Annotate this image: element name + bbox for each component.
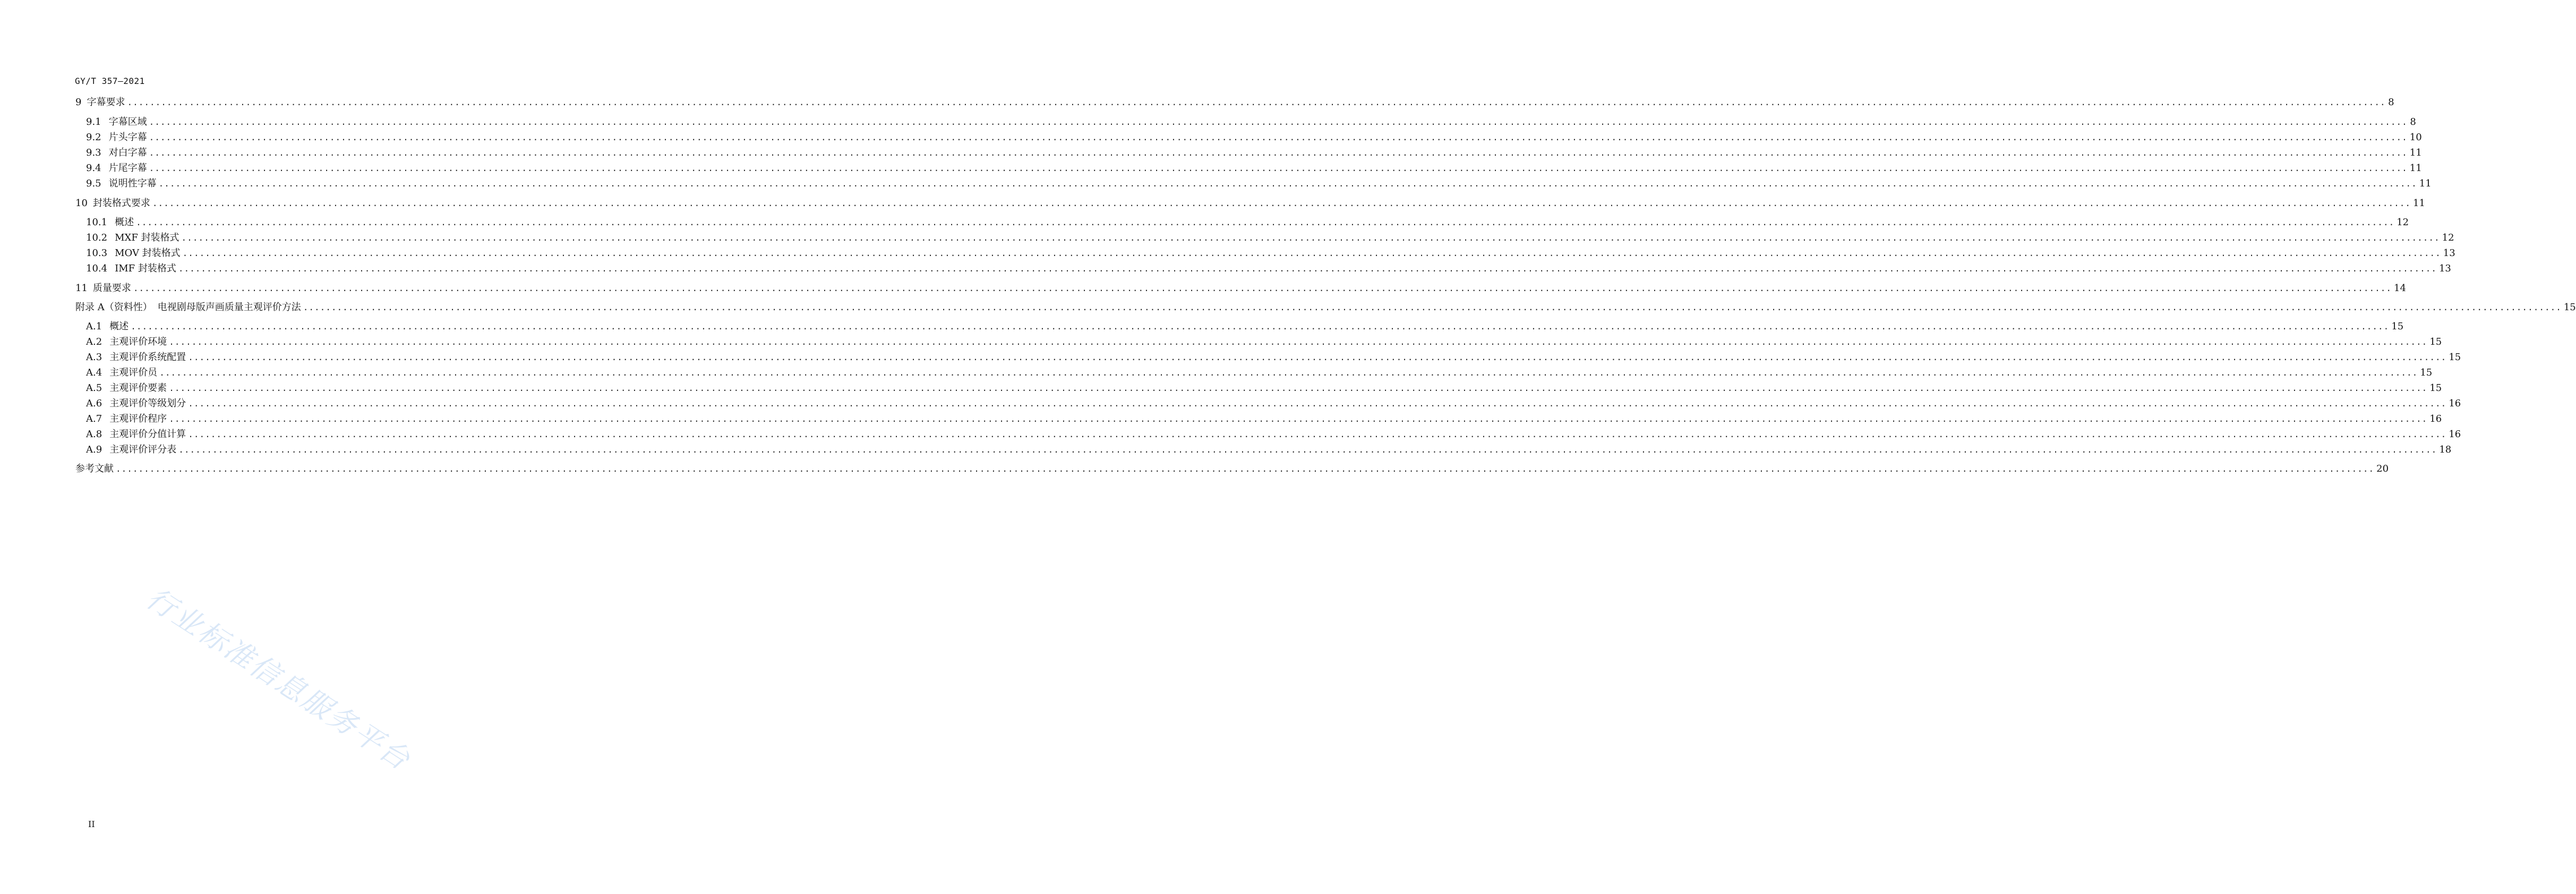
toc-entry[interactable]	[0, 367, 2433, 379]
toc-entry-number: A.9	[86, 444, 102, 455]
toc-entry-number: A.8	[86, 429, 102, 440]
toc-entry-page: 16	[2449, 398, 2461, 409]
toc-entry-title: 说明性字幕	[108, 178, 157, 189]
toc-entry-row	[86, 336, 2442, 348]
toc-entry[interactable]	[0, 336, 2442, 348]
toc-entry-number: 9.2	[86, 132, 101, 143]
toc-leader-dots: ................................................................................................................................................................................................................................................................................................................................................................................................................	[149, 117, 2408, 127]
toc-entry-title: 主观评价系统配置	[109, 352, 186, 363]
toc-entry-number: A.3	[86, 352, 102, 363]
toc-entry-title: 质量要求	[92, 283, 131, 294]
toc-entry-page: 15	[2391, 321, 2404, 332]
toc-entry-number: A.7	[86, 413, 102, 424]
toc-entry-number: 10.4	[86, 263, 108, 274]
toc-entry-row	[86, 413, 2442, 425]
toc-entry-number: A.5	[86, 382, 102, 394]
toc-entry[interactable]	[0, 197, 2425, 210]
toc-entry[interactable]	[0, 463, 2389, 475]
toc-entry-title: 电视剧母版声画质量主观评价方法	[157, 302, 301, 313]
toc-entry-row	[86, 397, 2461, 410]
toc-entry[interactable]	[0, 162, 2422, 175]
toc-entry-title: 主观评价环境	[109, 336, 167, 347]
toc-entry-page: 13	[2438, 263, 2451, 274]
toc-leader-dots: ................................................................................................................................................................................................................................................................................................................................................................................................................	[169, 414, 2428, 424]
toc-leader-dots: ................................................................................................................................................................................................................................................................................................................................................................................................................	[182, 248, 2441, 258]
toc-entry[interactable]	[0, 177, 2432, 190]
toc-entry-title: 主观评价评分表	[109, 444, 177, 455]
toc-entry[interactable]	[0, 301, 2576, 314]
toc-leader-dots: ................................................................................................................................................................................................................................................................................................................................................................................................................	[159, 368, 2418, 378]
toc-entry-page: 13	[2443, 248, 2455, 259]
toc-entry-number: A.2	[86, 336, 102, 347]
page-number: II	[88, 819, 95, 829]
toc-entry-page: 11	[2409, 163, 2422, 174]
toc-leader-dots: ................................................................................................................................................................................................................................................................................................................................................................................................................	[149, 148, 2408, 158]
document-id: GY/T 357—2021	[75, 76, 145, 86]
toc-entry-number: 9.4	[86, 163, 101, 174]
toc-entry[interactable]	[0, 428, 2461, 441]
toc-leader-dots: ................................................................................................................................................................................................................................................................................................................................................................................................................	[127, 97, 2386, 107]
toc-entry-page: 12	[2397, 217, 2409, 228]
toc-leader-dots: ................................................................................................................................................................................................................................................................................................................................................................................................................	[152, 198, 2411, 208]
watermark: 行业标准信息服务平台	[140, 581, 417, 777]
toc-leader-dots: ................................................................................................................................................................................................................................................................................................................................................................................................................	[178, 445, 2437, 455]
toc-entry-page: 18	[2439, 444, 2452, 455]
toc-entry-title: 主观评价等级划分	[109, 398, 186, 409]
toc-entry-number: 10	[75, 198, 88, 209]
toc-entry-row	[86, 351, 2461, 364]
toc-entry[interactable]	[0, 147, 2422, 159]
toc-entry-row	[86, 162, 2422, 175]
toc-entry-page: 10	[2409, 132, 2422, 143]
toc-entry-title: 主观评价分值计算	[109, 429, 186, 440]
toc-leader-dots: ................................................................................................................................................................................................................................................................................................................................................................................................................	[188, 398, 2447, 408]
toc-entry-title: 字幕区域	[108, 116, 147, 127]
toc-entry[interactable]	[0, 262, 2451, 275]
toc-entry-title: 片头字幕	[108, 132, 147, 143]
toc-leader-dots: ................................................................................................................................................................................................................................................................................................................................................................................................................	[149, 132, 2408, 142]
toc-entry-page: 11	[2413, 198, 2425, 209]
toc-entry-number: 9	[75, 97, 82, 108]
toc-entry[interactable]	[0, 351, 2461, 364]
toc-entry-number: 9.3	[86, 147, 101, 158]
toc-entry-page: 8	[2410, 116, 2416, 127]
toc-entry-page: 12	[2442, 232, 2454, 243]
toc-leader-dots: ................................................................................................................................................................................................................................................................................................................................................................................................................	[149, 163, 2408, 173]
toc-leader-dots: ................................................................................................................................................................................................................................................................................................................................................................................................................	[188, 429, 2447, 439]
toc-entry-page: 16	[2429, 413, 2442, 424]
toc-entry-title: 主观评价员	[109, 367, 158, 378]
toc-entry-number: 9.1	[86, 116, 101, 127]
toc-entry-title: 概述	[115, 217, 134, 228]
toc-entry-row	[75, 197, 2425, 210]
toc-leader-dots: ................................................................................................................................................................................................................................................................................................................................................................................................................	[116, 464, 2375, 474]
toc-leader-dots: ................................................................................................................................................................................................................................................................................................................................................................................................................	[158, 178, 2417, 189]
toc-entry-row	[86, 320, 2404, 333]
toc-entry[interactable]	[0, 96, 2394, 109]
toc-entry[interactable]	[0, 397, 2461, 410]
toc-entry-title: MOV 封装格式	[115, 248, 181, 259]
toc-entry-row	[86, 382, 2442, 395]
toc-entry-row	[75, 301, 2576, 314]
toc-entry-row	[86, 147, 2422, 159]
toc-entry-title: 片尾字幕	[108, 163, 147, 174]
toc-entry[interactable]	[0, 247, 2455, 260]
toc-entry-row	[86, 216, 2409, 229]
toc-leader-dots: ................................................................................................................................................................................................................................................................................................................................................................................................................	[169, 383, 2428, 393]
toc-entry-page: 15	[2449, 352, 2461, 363]
toc-entry[interactable]	[0, 282, 2406, 295]
toc-entry-row	[75, 463, 2389, 475]
toc-leader-dots: ................................................................................................................................................................................................................................................................................................................................................................................................................	[133, 283, 2392, 293]
toc-entry-number: 10.3	[86, 248, 108, 259]
toc-entry-row	[86, 367, 2433, 379]
toc-entry[interactable]	[0, 216, 2409, 229]
toc-entry-row	[86, 232, 2454, 244]
toc-entry-number: A.4	[86, 367, 102, 378]
toc-leader-dots: ................................................................................................................................................................................................................................................................................................................................................................................................................	[131, 321, 2390, 331]
toc-entry-page: 11	[2409, 147, 2422, 158]
toc-entry-title: 主观评价程序	[109, 413, 167, 424]
toc-leader-dots: ................................................................................................................................................................................................................................................................................................................................................................................................................	[136, 217, 2395, 227]
toc-entry-title: 字幕要求	[87, 97, 125, 108]
toc-entry-page: 15	[2429, 336, 2442, 347]
toc-entry-number: 10.2	[86, 232, 108, 243]
toc-entry-page: 15	[2420, 367, 2433, 378]
toc-entry[interactable]	[0, 320, 2404, 333]
toc-entry[interactable]	[0, 444, 2452, 456]
toc-entry-page: 20	[2376, 463, 2389, 474]
toc-leader-dots: ................................................................................................................................................................................................................................................................................................................................................................................................................	[303, 302, 2562, 312]
toc-entry-row	[86, 444, 2452, 456]
toc-entry-page: 11	[2419, 178, 2432, 189]
toc-entry-title: 参考文献	[75, 463, 114, 474]
toc-entry-row	[86, 116, 2416, 129]
toc-entry-number: 10.1	[86, 217, 108, 228]
toc-entry-title: 主观评价要素	[109, 382, 167, 394]
toc-entry-row	[75, 282, 2406, 295]
toc-entry-number: 11	[75, 283, 88, 294]
toc-entry[interactable]	[0, 116, 2416, 129]
toc-entry-row	[75, 96, 2394, 109]
toc-entry-title: 对白字幕	[108, 147, 147, 158]
toc-entry-row	[86, 131, 2422, 144]
toc-leader-dots: ................................................................................................................................................................................................................................................................................................................................................................................................................	[188, 352, 2447, 362]
toc-entry-row	[86, 177, 2432, 190]
toc-entry-row	[86, 262, 2451, 275]
toc-leader-dots: ................................................................................................................................................................................................................................................................................................................................................................................................................	[178, 263, 2437, 274]
toc-entry-row	[86, 428, 2461, 441]
toc-leader-dots: ................................................................................................................................................................................................................................................................................................................................................................................................................	[181, 233, 2440, 243]
toc-entry-page: 15	[2563, 302, 2576, 313]
toc-entry-number: 附录 A（资料性）	[75, 302, 152, 313]
toc-entry-page: 15	[2429, 382, 2442, 394]
toc-entry[interactable]	[0, 131, 2422, 144]
toc-entry-title: 封装格式要求	[92, 198, 150, 209]
toc-entry-number: A.1	[86, 321, 102, 332]
toc-entry-number: A.6	[86, 398, 102, 409]
toc-entry-page: 8	[2388, 97, 2394, 108]
toc-entry-title: IMF 封装格式	[115, 263, 176, 274]
toc-entry-title: MXF 封装格式	[115, 232, 179, 243]
toc-entry-title: 概述	[109, 321, 129, 332]
toc-leader-dots: ................................................................................................................................................................................................................................................................................................................................................................................................................	[169, 337, 2428, 347]
toc-entry-number: 9.5	[86, 178, 101, 189]
toc-entry-row	[86, 247, 2455, 260]
toc-entry-page: 16	[2449, 429, 2461, 440]
toc-entry[interactable]	[0, 413, 2442, 425]
toc-entry[interactable]	[0, 382, 2442, 395]
toc-entry-page: 14	[2394, 283, 2406, 294]
toc-entry[interactable]	[0, 232, 2454, 244]
